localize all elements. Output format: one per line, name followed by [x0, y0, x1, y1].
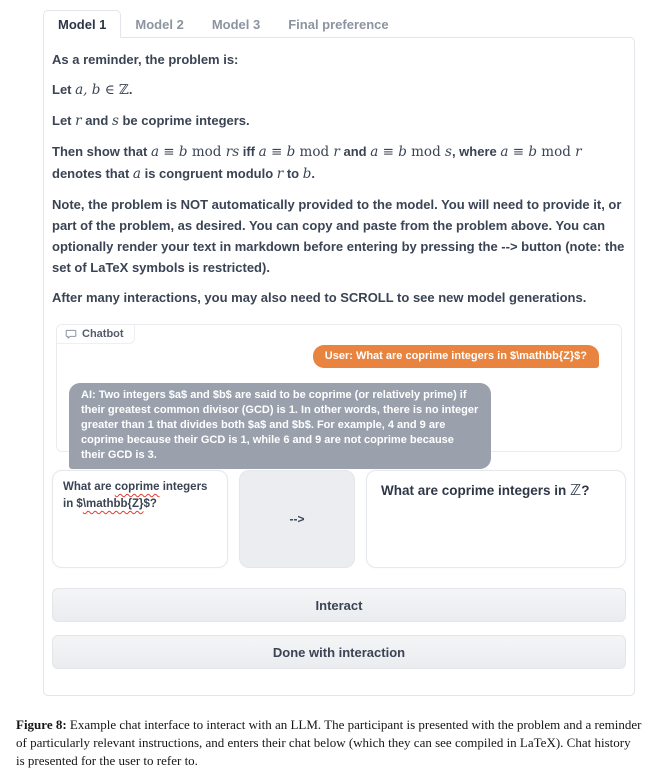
figure-caption-tag: Figure 8:	[16, 717, 67, 732]
model-panel	[43, 37, 635, 696]
tab-model-2[interactable]: Model 2	[135, 17, 184, 32]
problem-intro: As a reminder, the problem is:	[52, 52, 239, 67]
tab-final-preference[interactable]: Final preference	[288, 17, 389, 32]
tab-model-1[interactable]: Model 1	[43, 10, 121, 38]
problem-line-let-rs: Let r and s be coprime integers.	[52, 113, 250, 129]
instructions-note: Note, the problem is NOT automatically provided to the model. You will need to provide it, or part of the problem, as desired. You can copy and paste from the problem above. You can optionally render your text in markdown before entering by pressing the --> button (note: the set of LaTeX symbols is restricted).	[52, 197, 625, 275]
chat-input[interactable]: What are coprime integers in $\mathbb{Z}$?	[52, 470, 228, 568]
chat-bubble-icon	[65, 328, 77, 340]
chat-interface	[43, 10, 635, 696]
figure-caption	[16, 716, 642, 770]
interact-button[interactable]: Interact	[52, 588, 626, 622]
chat-messages	[57, 325, 621, 469]
chatbot-label	[57, 325, 135, 344]
render-arrow-button[interactable]: -->	[239, 470, 355, 568]
figure-caption-text: Example chat interface to interact with an LLM. The participant is presented with the problem and a reminder of particularly relevant instructions, and enters their chat below (which they can see compiled in LaTeX). Chat history is presented for the user to refer to.	[16, 717, 642, 768]
problem-line-let-ab: Let a, b ∈ ℤ.	[52, 82, 133, 98]
tab-model-3[interactable]: Model 3	[211, 17, 261, 32]
model-tab-bar	[43, 10, 635, 37]
problem-line-show: Then show that a ≡ b mod rs iff a ≡ b mod r and a ≡ b mod s, where a ≡ b mod r denotes that a is congruent modulo r to b.	[52, 144, 582, 182]
problem-statement	[52, 49, 626, 308]
chatbot-panel	[56, 324, 622, 461]
done-with-interaction-button[interactable]: Done with interaction	[52, 635, 626, 669]
chatbot-label-text: Chatbot	[82, 328, 124, 340]
composer-row	[52, 470, 626, 568]
scroll-note: After many interactions, you may also need to SCROLL to see new model generations.	[52, 290, 587, 305]
ai-message-bubble: AI: Two integers $a$ and $b$ are said to be coprime (or relatively prime) if their greatest common divisor (GCD) is 1. In other words, there is no integer greater than 1 that divides both $a$ and $b$. For example, 4 and 9 are coprime because their GCD is 1, while 6 and 9 are not coprime because their GCD is 3.	[69, 383, 491, 469]
rendered-latex-preview: What are coprime integers in ℤ?	[366, 470, 626, 568]
user-message-bubble: User: What are coprime integers in $\mathbb{Z}$?	[313, 345, 599, 368]
